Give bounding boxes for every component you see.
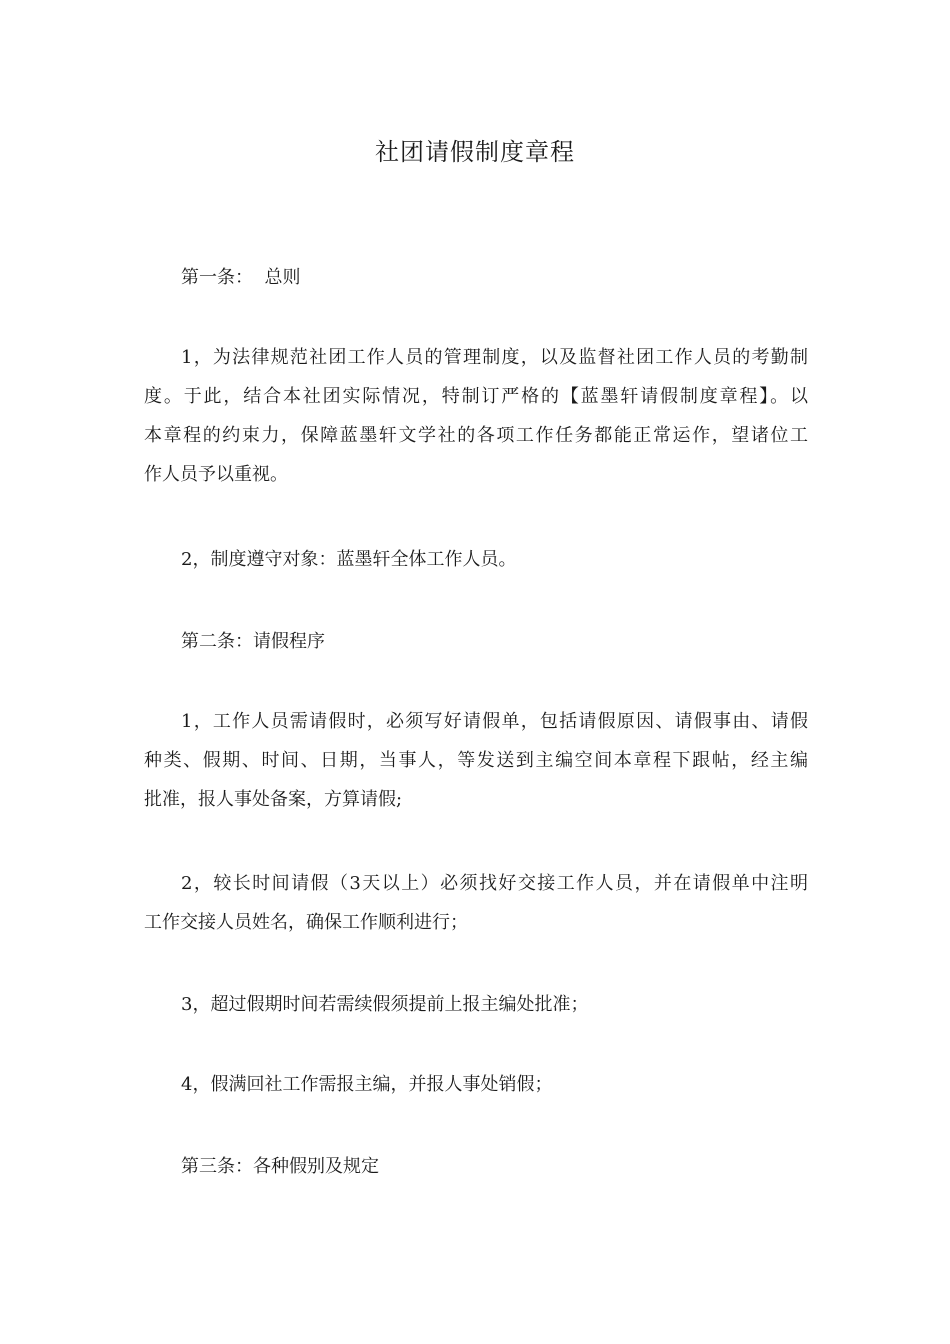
paragraph-line: 3，超过假期时间若需续假须提前上报主编处批准； xyxy=(181,994,589,1015)
section-heading-text: 第三条：各种假别及规定 xyxy=(181,1156,379,1177)
paragraph-line: 作人员予以重视。 xyxy=(144,464,288,485)
paragraph-line: 1，工作人员需请假时，必须写好请假单，包括请假原因、请假事由、请假 xyxy=(181,711,808,732)
paragraph xyxy=(144,1065,808,1104)
section-heading-2 xyxy=(144,622,808,661)
section-heading-3 xyxy=(144,1147,808,1186)
paragraph-line: 2，较长时间请假（3天以上）必须找好交接工作人员，并在请假单中注明 xyxy=(181,873,808,894)
section-heading-text: 第二条：请假程序 xyxy=(181,631,325,652)
paragraph-line: 本章程的约束力，保障蓝墨轩文学社的各项工作任务都能正常运作，望诸位工 xyxy=(144,425,808,446)
paragraph xyxy=(144,338,808,494)
paragraph xyxy=(144,702,808,819)
paragraph-line: 2，制度遵守对象：蓝墨轩全体工作人员。 xyxy=(181,549,517,570)
document-title: 社团请假制度章程 xyxy=(375,138,575,166)
paragraph-line: 4，假满回社工作需报主编，并报人事处销假； xyxy=(181,1074,553,1095)
paragraph-line: 工作交接人员姓名，确保工作顺利进行； xyxy=(144,912,468,933)
paragraph xyxy=(144,864,808,942)
paragraph-line: 批准，报人事处备案，方算请假; xyxy=(144,789,403,810)
section-heading-1 xyxy=(144,258,808,297)
paragraph xyxy=(144,985,808,1024)
section-heading-text: 第一条： 总则 xyxy=(181,267,301,288)
paragraph-line: 度。于此，结合本社团实际情况，特制订严格的【蓝墨轩请假制度章程】。以 xyxy=(144,386,808,407)
paragraph-line: 1，为法律规范社团工作人员的管理制度，以及监督社团工作人员的考勤制 xyxy=(181,347,808,368)
paragraph xyxy=(144,540,808,579)
paragraph-line: 种类、假期、时间、日期，当事人，等发送到主编空间本章程下跟帖，经主编 xyxy=(144,750,808,771)
